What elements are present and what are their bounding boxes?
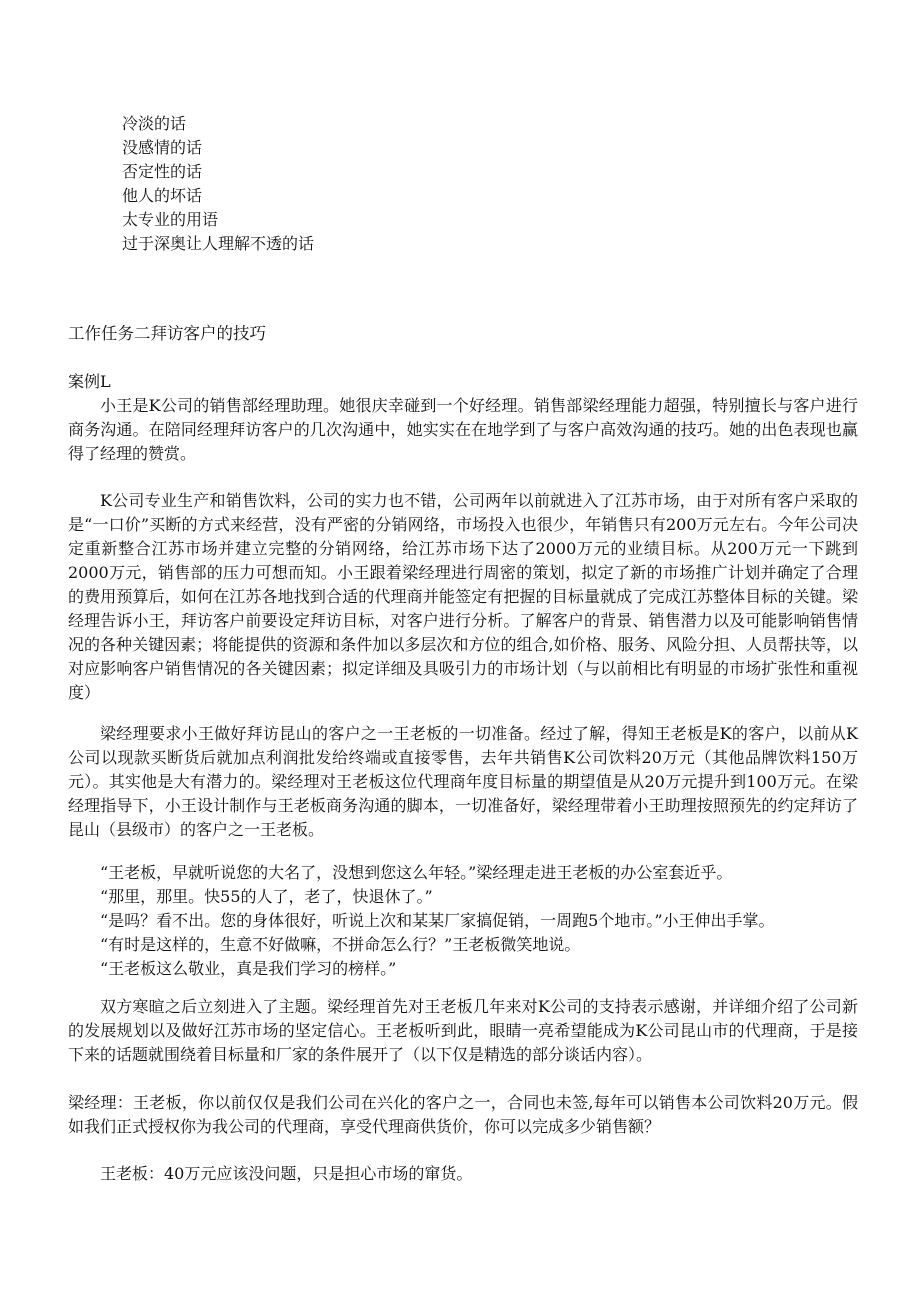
- case-label: 案例L: [68, 372, 111, 391]
- list-item: 冷淡的话: [122, 114, 187, 133]
- paragraph-visit-preparation: 梁经理要求小王做好拜访昆山的客户之一王老板的一切准备。经过了解，得知王老板是K的客户，以前从K公司以现款买断货后就加点利润批发给终端或直接零售，去年共销售K公司饮料20万元（其他品牌饮料150万元）。其实他是大有潜力的。梁经理对王老板这位代理商年度目标量的期望值是从20万元提升到100万元。在梁经理指导下，小王设计制作与王老板商务沟通的脚本，一切准备好，梁经理带着小王助理按照预先的约定拜访了昆山（县级市）的客户之一王老板。: [68, 724, 858, 839]
- greeting-dialogue: [68, 861, 880, 981]
- dialogue-line: “王老板，早就听说您的大名了，没想到您这么年轻。”梁经理走进王老板的办公室套近乎。: [100, 863, 733, 882]
- list-item: 太专业的用语: [122, 210, 219, 229]
- list-item: 他人的坏话: [122, 186, 203, 205]
- paragraph-company-background: K公司专业生产和销售饮料，公司的实力也不错，公司两年以前就进入了江苏市场，由于对所有客户采取的是“一口价”买断的方式来经营，没有严密的分销网络，市场投入也很少，年销售只有200万元左右。今年公司决定重新整合江苏市场并建立完整的分销网络，给江苏市场下达了2000万元的业绩目标。从200万元一下跳到2000万元，销售部的压力可想而知。小王跟着梁经理进行周密的策划，拟定了新的市场推广计划并确定了合理的费用预算后，如何在江苏各地找到合适的代理商并能签定有把握的目标量就成了完成江苏整体目标的关键。梁经理告诉小王，拜访客户前要设定拜访目标，对客户进行分析。了解客户的背景、销售潜力以及可能影响销售情况的各种关键因素；将能提供的资源和条件加以多层次和方位的组合,如价格、服务、风险分担、人员帮扶等，以对应影响客户销售情况的各关键因素；拟定详细及具吸引力的市场计划（与以前相比有明显的市场扩张性和重视度）: [68, 491, 858, 702]
- manager-question: 梁经理：王老板，你以前仅仅是我们公司在兴化的客户之一，合同也未签,每年可以销售本公司饮料20万元。假如我们正式授权你为我公司的代理商，享受代理商供货价，你可以完成多少销售额？: [68, 1093, 858, 1136]
- list-item: 过于深奥让人理解不透的话: [122, 234, 315, 253]
- boss-answer: 王老板：40万元应该没问题，只是担心市场的窜货。: [100, 1164, 473, 1183]
- dialogue-line: “是吗？看不出。您的身体很好，听说上次和某某厂家搞促销，一周跑5个地市。”小王伸出手掌。: [100, 911, 775, 930]
- list-item: 否定性的话: [122, 162, 203, 181]
- paragraph-intro: 小王是K公司的销售部经理助理。她很庆幸碰到一个好经理。销售部梁经理能力超强，特别擅长与客户进行商务沟通。在陪同经理拜访客户的几次沟通中，她实实在在地学到了与客户高效沟通的技巧。她的出色表现也赢得了经理的赞赏。: [68, 396, 858, 463]
- paragraph-main-topic: 双方寒暄之后立刻进入了主题。梁经理首先对王老板几年来对K公司的支持表示感谢，并详细介绍了公司新的发展规划以及做好江苏市场的坚定信心。王老板听到此，眼睛一亮希望能成为K公司昆山市的代理商，于是接下来的话题就围绕着目标量和厂家的条件展开了（以下仅是精选的部分谈话内容）。: [68, 997, 858, 1064]
- dialogue-line: “有时是这样的，生意不好做嘛，不拼命怎么行？”王老板微笑地说。: [100, 935, 581, 954]
- bad-talk-list: [122, 112, 314, 256]
- dialogue-line: “王老板这么敬业，真是我们学习的榜样。”: [100, 959, 397, 978]
- list-item: 没感情的话: [122, 138, 203, 157]
- section-title: 工作任务二拜访客户的技巧: [68, 324, 266, 343]
- dialogue-line: “那里，那里。快55的人了，老了，快退休了。”: [100, 887, 433, 906]
